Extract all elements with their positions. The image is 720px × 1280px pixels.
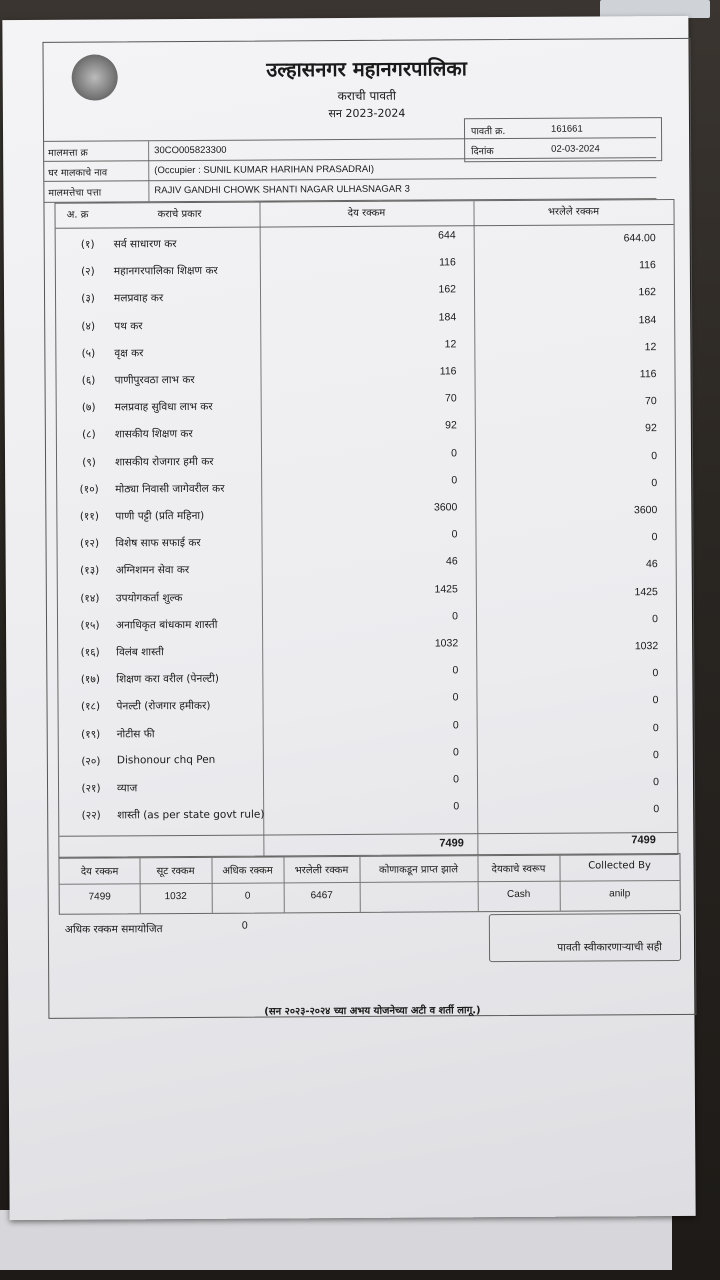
col-header-paid: भरलेले रक्कम [547,206,600,218]
col-header-type: कराचे प्रकार [157,208,202,221]
table-row [56,364,674,395]
row-tax-type: पेनल्टी (रोजगार हमीकर) [116,700,211,713]
summary-header: भरलेली रक्कम [294,865,349,877]
table-row [57,527,675,558]
receipt-subtitle: कराची पावती [337,88,397,104]
receipt-date: 02-03-2024 [551,143,600,155]
row-sn: (२०) [81,755,101,768]
row-due: 0 [451,446,458,459]
adjust-value: 0 [241,919,248,932]
table-row [56,282,674,313]
table-row [57,446,675,477]
owner-name-label: घर मालकाचे नाव [48,167,108,179]
row-due: 3600 [433,501,458,514]
row-due: 162 [438,283,457,296]
row-due: 1032 [434,637,459,650]
row-paid: 1032 [634,640,659,653]
row-sn: (४) [81,320,96,333]
row-tax-type: मलप्रवाह सुविधा लाभ कर [114,401,213,414]
summary-header: कोणाकडून प्राप्त झाले [378,864,459,876]
row-sn: (२) [81,265,95,278]
table-row [57,391,675,422]
summary-header: देयकाचे स्वरूप [491,863,546,876]
table-row [59,799,677,830]
summary-header: अधिक रक्कम [222,865,273,877]
signature-box [489,913,681,962]
row-sn: (३) [81,292,95,306]
receipt-no-label: पावती क्र. [470,126,506,138]
row-due: 70 [444,392,457,405]
row-sn: (५) [81,347,96,360]
row-sn: (१५) [80,619,100,632]
table-row [59,718,677,749]
footer-note: (सन २०२३-२०२४ च्या अभय योजनेच्या अटी व शर्ती लागू.) [264,1005,481,1018]
row-paid: 0 [652,748,659,761]
row-paid: 92 [645,422,657,435]
row-tax-type: व्याज [117,782,138,795]
row-paid: 12 [644,340,657,353]
row-paid: 116 [639,259,656,272]
table-row [58,663,676,694]
row-tax-type: विशेष साफ सफाई कर [115,537,201,550]
summary-header: देय रक्कम [80,866,119,878]
table-row [58,636,676,667]
owner-no-label: मालमत्ता क्र [48,147,88,159]
table-row [56,310,674,341]
row-paid: 0 [651,531,658,544]
row-sn: (१७) [80,673,100,686]
row-sn: (१६) [80,646,100,659]
row-tax-type: शास्ती (as per state govt rule) [117,808,265,822]
row-tax-type: वृक्ष कर [114,347,144,360]
row-tax-type: पाणी पट्टी (प्रति महिना) [115,509,205,523]
row-tax-type: मलप्रवाह कर [114,292,164,305]
row-paid: 0 [652,667,659,680]
row-sn: (११) [79,510,99,523]
table-row [56,255,674,286]
row-tax-type: अनाधिकृत बांधकाम शास्ती [116,618,218,632]
page-title: उल्हासनगर महानगरपालिका [266,56,467,82]
signature-label: पावती स्वीकारणाऱ्याची सही [557,941,663,954]
row-due: 0 [452,691,459,704]
row-sn: (१४) [80,592,100,605]
row-paid: 0 [652,694,659,707]
row-sn: (१०) [79,483,99,496]
row-sn: (९) [82,456,96,469]
table-row [58,690,676,721]
row-due: 0 [452,718,459,731]
row-paid: 644.00 [623,232,656,245]
receipt-no: 161661 [550,123,583,135]
row-paid: 70 [644,395,657,408]
row-tax-type: पाणीपुरवठा लाभ कर [114,373,195,387]
row-due: 12 [444,338,457,351]
receipt-box [464,117,662,162]
row-paid: 0 [651,476,658,489]
row-tax-type: अग्निशमन सेवा कर [115,564,190,577]
summary-value: Cash [506,888,531,901]
row-paid: 1425 [634,585,658,598]
row-tax-type: सर्व साधारण कर [113,238,177,251]
row-sn: (१) [80,238,95,251]
row-due: 0 [452,610,459,623]
table-row [58,554,676,585]
row-paid: 162 [638,286,657,299]
owner-no: 30CO005823300 [154,144,227,157]
date-label: दिनांक [471,146,494,158]
row-due: 0 [452,664,459,677]
row-tax-type: मोठ्या निवासी जागेवरील कर [115,482,225,496]
table-row [56,337,674,368]
receipt-paper [2,16,695,1220]
row-paid: 0 [652,612,659,625]
row-due: 116 [439,365,457,378]
summary-value: 1032 [164,890,187,903]
row-paid: 0 [653,776,660,789]
tax-table [54,199,678,859]
row-due: 184 [438,310,457,324]
row-due: 0 [453,773,460,786]
row-sn: (१२) [79,537,100,550]
col-header-sn: अ. क्र [66,209,89,221]
row-due: 0 [452,746,459,759]
row-paid: 116 [639,368,657,381]
table-row [59,772,677,803]
row-paid: 3600 [633,504,658,517]
row-tax-type: शासकीय रोजगार हमी कर [115,455,214,469]
row-paid: 0 [652,721,659,734]
owner-name: (Occupier : SUNIL KUMAR HARIHAN PRASADRAI) [154,163,375,177]
adjust-label: अधिक रक्कम समायोजित [64,923,163,936]
row-sn: (७) [81,401,96,414]
table-row [57,418,675,449]
summary-value: 0 [244,890,251,902]
row-due: 46 [445,555,458,568]
summary-header: Collected By [588,860,651,872]
table-row [58,582,676,613]
total-paid: 7499 [631,834,656,847]
row-sn: (२१) [81,782,101,795]
row-sn: (१९) [81,728,101,741]
total-due: 7499 [439,837,464,850]
row-paid: 0 [653,803,660,816]
summary-value: 7499 [88,891,111,903]
row-due: 0 [453,800,460,813]
row-sn: (६) [81,374,96,387]
row-tax-type: शासकीय शिक्षण कर [114,428,193,441]
row-paid: 184 [638,313,657,326]
row-due: 0 [451,528,458,541]
row-sn: (८) [82,428,96,442]
row-tax-type: पथ कर [114,319,143,333]
table-row [57,500,675,531]
row-sn: (२२) [81,809,101,822]
row-paid: 0 [651,449,658,462]
row-tax-type: महानगरपालिका शिक्षण कर [113,264,218,278]
row-due: 1425 [434,582,458,596]
financial-year: सन 2023-2024 [328,106,406,121]
row-tax-type: Dishonour chq Pen [116,753,216,767]
receipt [42,38,696,1019]
summary-value: 6467 [310,890,333,902]
row-sn: (१८) [80,700,101,714]
row-due: 644 [438,229,456,242]
table-row [58,609,676,640]
row-paid: 46 [645,558,658,571]
address: RAJIV GANDHI CHOWK SHANTI NAGAR ULHASNAGAR 3 [154,183,410,197]
table-row [56,228,674,259]
row-tax-type: नोटीस फी [116,727,155,741]
summary-header: सूट रक्कम [156,865,195,878]
row-due: 0 [451,474,458,487]
row-due: 116 [439,256,456,269]
table-row [59,745,677,776]
row-sn: (१३) [80,564,100,578]
summary-table [58,853,680,915]
row-tax-type: उपयोगकर्ता शुल्क [115,591,183,605]
row-tax-type: विलंब शास्ती [116,646,164,659]
row-tax-type: शिक्षण करा वरील (पेनल्टी) [116,672,220,686]
summary-value [360,889,478,890]
summary-value: anilp [609,888,631,900]
col-header-due: देय रक्कम [347,207,386,219]
address-label: मालमत्तेचा पत्ता [48,187,102,199]
row-due: 92 [445,419,457,432]
table-row [57,473,675,504]
